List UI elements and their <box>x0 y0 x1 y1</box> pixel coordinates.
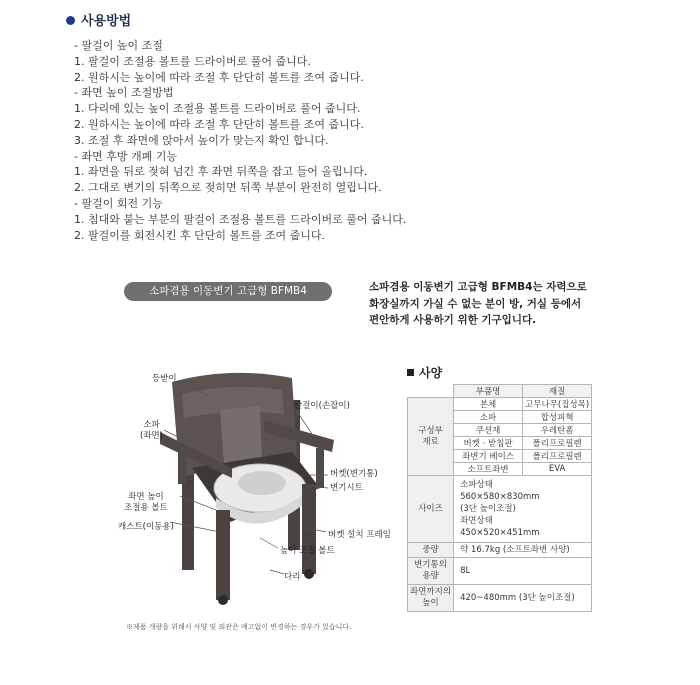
spec-title: 사양 <box>419 366 443 380</box>
size-line: 450×520×451mm <box>460 528 540 538</box>
material-cell: 폴리프로필렌 <box>523 450 592 463</box>
usage-line: 1. 팔걸이 조절용 볼트를 드라이버로 풀어 줍니다. <box>74 54 311 68</box>
table-row <box>408 398 592 411</box>
intro-line: 소파겸용 이동변기 고급형 BFMB4는 자력으로 <box>369 281 587 293</box>
label-sofa: 소파 (좌면) <box>140 420 164 441</box>
table-header-row <box>408 385 592 398</box>
label-bucket-frame: 버켓 설치 프레임 <box>328 530 391 540</box>
spec-table <box>407 384 592 612</box>
usage-line: - 팔걸이 회전 기능 <box>74 196 163 210</box>
usage-title: 사용방법 <box>81 14 132 29</box>
corner-cell <box>408 385 454 398</box>
intro-line: 화장실까지 가실 수 없는 분이 방, 거실 등에서 <box>369 297 582 310</box>
usage-line: 2. 원하시는 높이에 따라 조절 후 단단히 볼트를 조여 줍니다. <box>74 70 364 84</box>
size-line: 소파상태 <box>460 480 493 490</box>
table-row <box>408 543 592 558</box>
material-cell: 합성피혁 <box>523 411 592 424</box>
usage-instructions <box>74 38 406 243</box>
usage-line: 2. 원하시는 높이에 따라 조절 후 단단히 볼트를 조여 줍니다. <box>74 117 364 131</box>
label-bucket: 버켓(변기통) <box>330 469 378 479</box>
table-row <box>408 585 592 612</box>
usage-line: 1. 좌면을 뒤로 젖혀 넘긴 후 좌면 뒤쪽을 잡고 들어 올립니다. <box>74 165 368 179</box>
label-toilet-seat: 변기시트 <box>330 483 363 493</box>
label-height-bolt: 높이 조절 볼트 <box>280 546 335 556</box>
material-cell: 고무나무(집성목) <box>523 398 592 411</box>
size-line: 좌면상태 <box>460 516 493 526</box>
square-bullet-icon <box>407 369 414 376</box>
backrest-inner-cushion <box>220 406 262 464</box>
caster-wheel <box>218 595 228 605</box>
arm-post <box>178 444 186 484</box>
footnote: ※제품 개량을 위해서 사양 및 외관은 예고없이 변경하는 경우가 있습니다. <box>126 623 352 631</box>
label-backrest: 등받이 <box>152 374 177 384</box>
arm-post <box>316 448 324 488</box>
capacity-label: 변기통의 용량 <box>408 558 454 585</box>
table-row <box>408 558 592 585</box>
label-leg: 다리 <box>284 572 301 582</box>
spec-heading <box>407 364 442 381</box>
weight-value: 약 16.7kg (소프트좌변 사양) <box>454 543 592 558</box>
front-leg-left <box>216 510 230 600</box>
part-cell: 소프트좌변 <box>454 463 523 476</box>
label-seat-height-bolt: 좌면 높이 조절용 볼트 <box>124 492 168 513</box>
seat-height-label: 좌면까지의 높이 <box>408 585 454 612</box>
usage-line: 1. 침대와 붙는 부분의 팔걸이 조절용 볼트를 드라이버로 풀어 줍니다. <box>74 212 407 226</box>
label-armrest: 팔걸이(손잡이) <box>294 401 350 411</box>
part-cell: 본체 <box>454 398 523 411</box>
part-cell: 쿠션재 <box>454 424 523 437</box>
size-line: 560×580×830mm <box>460 492 540 502</box>
toilet-seat-opening <box>238 471 286 495</box>
product-intro <box>369 279 619 329</box>
caster-wheel <box>304 569 314 579</box>
material-cell: EVA <box>523 463 592 476</box>
header-material: 재질 <box>523 385 592 398</box>
label-caster: 캐스트(이동용) <box>118 522 174 532</box>
usage-line: 3. 조절 후 좌면에 앉아서 높이가 맞는지 확인 합니다. <box>74 133 329 147</box>
part-cell: 좌변기 베이스 <box>454 450 523 463</box>
size-label: 사이즈 <box>408 476 454 543</box>
weight-label: 중량 <box>408 543 454 558</box>
size-line: (3단 높이조절) <box>460 504 516 514</box>
usage-line: - 좌면 높이 조절방법 <box>74 86 174 100</box>
header-part: 부품명 <box>454 385 523 398</box>
usage-line: - 팔걸이 높이 조절 <box>74 39 163 52</box>
seat-height-value: 420~480mm (3단 높이조절) <box>454 585 592 612</box>
table-row <box>408 476 592 543</box>
bullet-dot-icon <box>66 16 75 25</box>
usage-line: 1. 다리에 있는 높이 조절용 볼트를 드라이버로 풀어 줍니다. <box>74 102 361 116</box>
usage-heading <box>66 10 131 29</box>
usage-line: - 좌면 후방 개폐 기능 <box>74 149 177 163</box>
part-cell: 소파 <box>454 411 523 424</box>
model-name-badge: 소파겸용 이동변기 고급형 BFMB4 <box>124 282 332 301</box>
composition-label: 구성부 재료 <box>408 398 454 476</box>
usage-line: 2. 팔걸이를 회전시킨 후 단단히 볼트를 조여 줍니다. <box>74 228 325 242</box>
intro-line: 편안하게 사용하기 위한 기구입니다. <box>369 314 537 326</box>
capacity-value: 8L <box>454 558 592 585</box>
part-cell: 버켓 · 받침판 <box>454 437 523 450</box>
material-cell: 우레탄폼 <box>523 424 592 437</box>
size-value <box>454 476 592 543</box>
material-cell: 폴리프로필렌 <box>523 437 592 450</box>
usage-line: 2. 그대로 변기의 뒤쪽으로 젖히면 뒤쪽 부분이 완전히 열립니다. <box>74 181 382 195</box>
